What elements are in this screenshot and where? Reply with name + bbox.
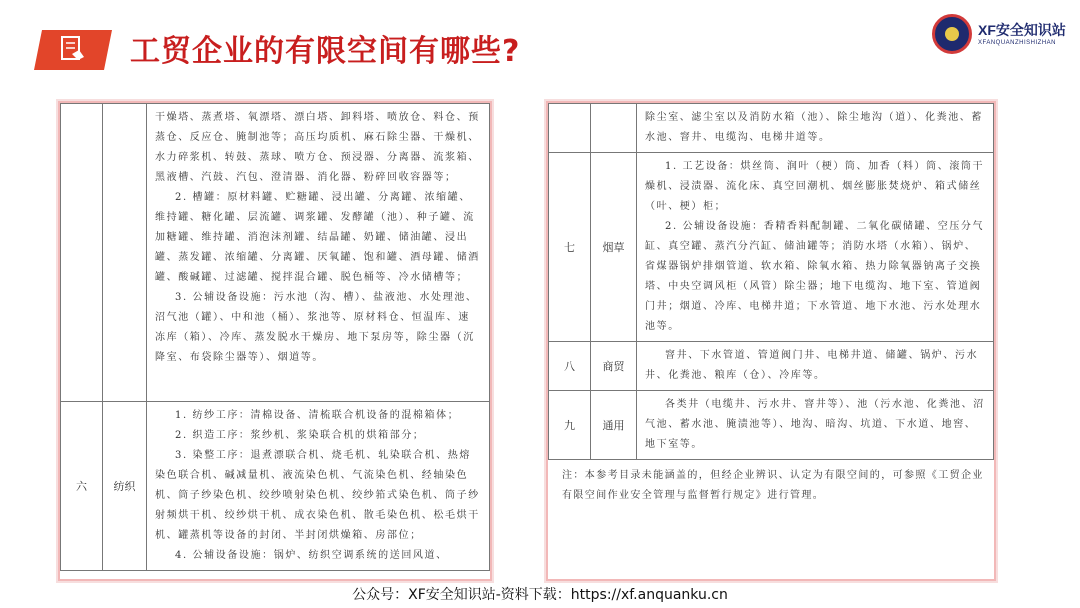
table-note: 注：本参考目录未能涵盖的，但经企业辨识、认定为有限空间的，可参照《工贸企业有限空间作业安全管理与监督暂行规定》进行管理。 xyxy=(562,470,984,501)
row-number: 九 xyxy=(549,391,591,460)
table-row xyxy=(549,391,994,460)
row-category xyxy=(103,104,147,402)
row-content xyxy=(147,402,490,571)
logo-name: XF安全知识站 xyxy=(978,22,1066,38)
left-document-scan xyxy=(60,103,490,579)
row-number xyxy=(549,104,591,153)
paragraph: 3. 染整工序：退煮漂联合机、烧毛机、轧染联合机、热熔染色联合机、碱减量机、液流染色机、气流染色机、经轴染色机、筒子纱染色机、绞纱喷射染色机、绞纱筘式染色机、筒子纱射频烘干机、绞纱烘干机、成衣染色机、散毛染色机、松毛烘干机、罐蒸机等设备的封闭、半封闭烘燥箱、房部位； xyxy=(155,450,480,541)
paragraph: 2. 槽罐：原材料罐、贮糖罐、浸出罐、分离罐、浓缩罐、维持罐、糖化罐、层流罐、调浆罐、发酵罐（池）、种子罐、流加糖罐、维持罐、消泡沫剂罐、结晶罐、奶罐、储油罐、浸出罐、蒸发罐、浓缩罐、分离罐、厌氧罐、饱和罐、酒母罐、储酒罐、酸碱罐、过滤罐、搅拌混合罐、脱色桶等、冷水储槽等； xyxy=(155,192,480,283)
row-number: 六 xyxy=(61,402,103,571)
row-category: 纺织 xyxy=(103,402,147,571)
paragraph: 1. 纺纱工序：清棉设备、清梳联合机设备的混棉箱体； xyxy=(175,410,460,421)
paragraph: 窨井、下水管道、管道阀门井、电梯井道、储罐、锅炉、污水井、化粪池、粮库（仓）、冷库等。 xyxy=(645,350,979,381)
page-title: 工贸企业的有限空间有哪些? xyxy=(130,34,521,69)
document-hand-icon xyxy=(34,28,112,72)
row-content xyxy=(637,104,994,153)
logo-subtitle: XFANQUANZHISHIZHAN xyxy=(978,40,1057,46)
table-row xyxy=(549,104,994,153)
row-content xyxy=(637,391,994,460)
row-content xyxy=(637,153,994,342)
row-number xyxy=(61,104,103,402)
row-number: 八 xyxy=(549,342,591,391)
table-row xyxy=(549,342,994,391)
row-category: 通用 xyxy=(591,391,637,460)
logo-emblem-icon xyxy=(932,14,972,54)
brand-logo xyxy=(932,14,1072,60)
paragraph: 2. 织造工序：浆纱机、浆染联合机的烘箱部分； xyxy=(175,430,425,441)
paragraph: 干燥塔、蒸煮塔、氧漂塔、漂白塔、卸料塔、喷放仓、料仓、预蒸仓、反应仓、腌制池等；高压均质机、麻石除尘器、干燥机、水力碎浆机、转鼓、蒸球、喷方仓、预浸器、分离器、流浆箱、黑液槽、汽鼓、汽包、澄清器、消化器、粉碎回收容器等； xyxy=(155,112,480,183)
table-row xyxy=(61,104,490,402)
table-row xyxy=(61,402,490,571)
right-table xyxy=(548,103,994,460)
right-document-scan xyxy=(548,103,994,579)
paragraph: 1. 工艺设备：烘丝筒、润叶（梗）筒、加香（料）筒、滚筒干燥机、浸渍器、流化床、真空回潮机、烟丝膨胀焚烧炉、箱式储丝（叶、梗）柜； xyxy=(645,161,985,212)
paragraph: 4. 公辅设备设施：锅炉、纺织空调系统的送回风道、 xyxy=(175,550,448,561)
footer-text: 公众号：XF安全知识站-资料下载：https://xf.anquanku.cn xyxy=(352,587,728,603)
paragraph: 3. 公辅设备设施：污水池（沟、槽）、盐液池、水处理池、沼气池（罐）、中和池（桶）、浆池等、原材料仓、恒温库、速冻库（箱）、冷库、蒸发脱水干燥房、地下泵房等，除尘器（沉降室、布袋除尘器等）、烟道等。 xyxy=(155,292,478,363)
row-category: 烟草 xyxy=(591,153,637,342)
table-row xyxy=(549,153,994,342)
paragraph: 2. 公辅设备设施：香精香料配制罐、二氧化碳储罐、空压分气缸、真空罐、蒸汽分汽缸、储油罐等；消防水塔（水箱）、锅炉、省煤器锅炉排烟管道、软水箱、除氧水箱、热力除氧器钠离子交换塔、中央空调风柜（风管）除尘器；地下电缆沟、地下室、管道阀门井；烟道、冷库、电梯井道；下水管道、地下水池、污水处理水池等。 xyxy=(645,221,985,332)
paragraph: 除尘室、滤尘室以及消防水箱（池）、除尘地沟（道）、化粪池、蓄水池、窨井、电缆沟、电梯井道等。 xyxy=(645,112,983,143)
left-table xyxy=(60,103,490,571)
row-content xyxy=(637,342,994,391)
row-number: 七 xyxy=(549,153,591,342)
row-category xyxy=(591,104,637,153)
paragraph: 各类井（电缆井、污水井、窨井等）、池（污水池、化粪池、沼气池、蓄水池、腌渍池等）、地沟、暗沟、坑道、下水道、地窖、地下室等。 xyxy=(645,399,985,450)
row-category: 商贸 xyxy=(591,342,637,391)
header-badge xyxy=(34,28,112,72)
row-content xyxy=(147,104,490,402)
